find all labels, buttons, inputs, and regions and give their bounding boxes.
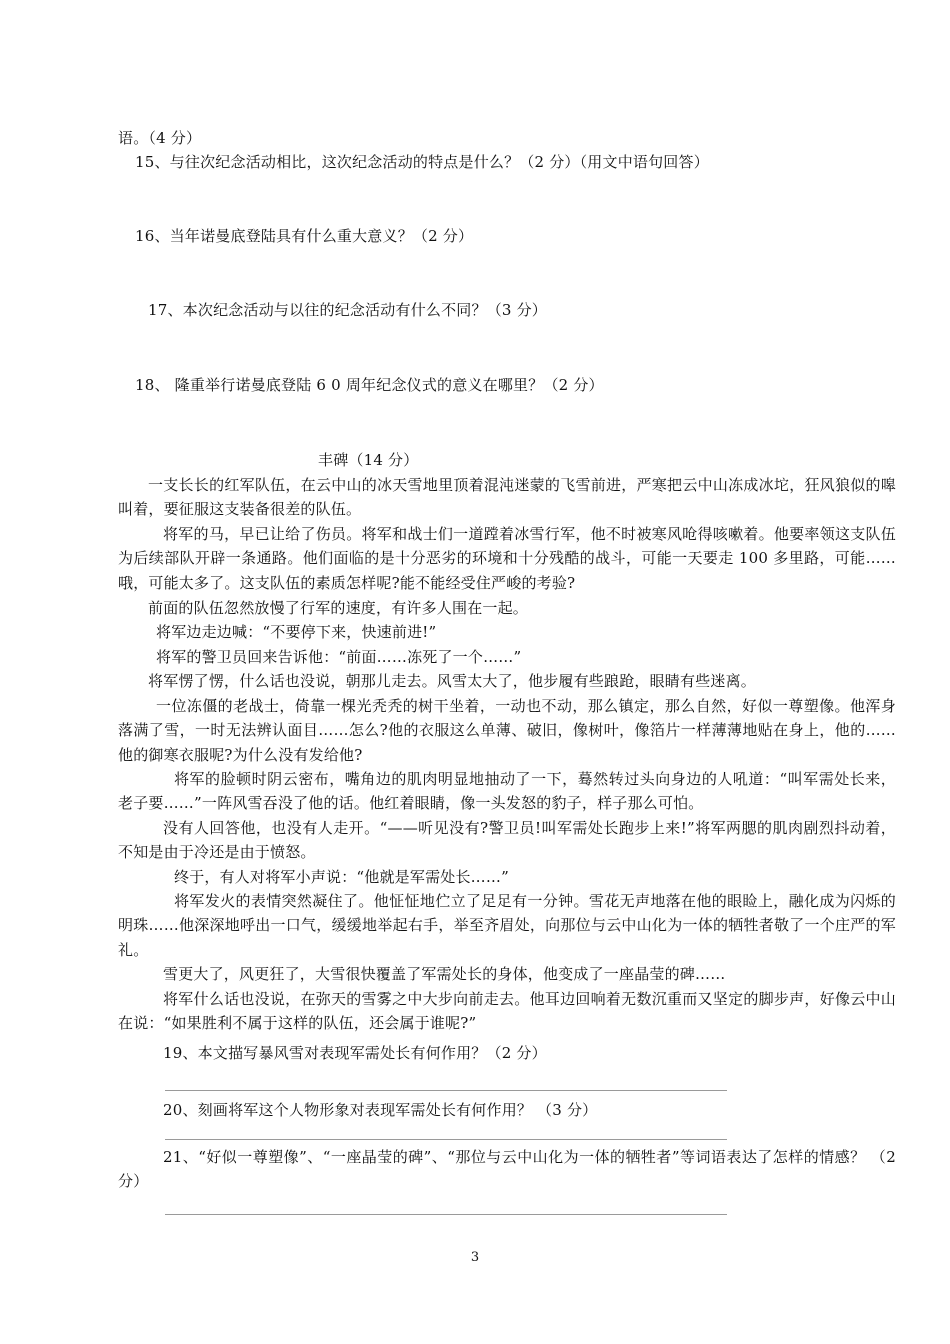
carry-over-line: 语。（4 分）	[118, 129, 202, 147]
question-19: 19、本文描写暴风雪对表现军需处长有何作用？（2 分）	[163, 1044, 547, 1062]
article-paragraph: 将军的马，早已让给了伤员。将军和战士们一道蹚着冰雪行军，他不时被寒风呛得咳嗽着。他要率领这支队伍为后续部队开辟一条通路。他们面临的是十分恶劣的环境和十分残酷的战斗，可能一天要走 100 多里路，可能……哦，可能太多了。这支队伍的素质怎样呢?能不能经受住严峻的考验?	[118, 525, 896, 592]
page-number: 3	[470, 1250, 480, 1265]
question-16: 16、当年诺曼底登陆具有什么重大意义？（2 分）	[135, 227, 474, 245]
question-17: 17、本次纪念活动与以往的纪念活动有什么不同？（3 分）	[148, 301, 548, 319]
article-paragraph: 一支长长的红军队伍，在云中山的冰天雪地里顶着混沌迷蒙的飞雪前进，严寒把云中山冻成冰坨，狂风狼似的嗥叫着，要征服这支装备很差的队伍。	[118, 476, 896, 519]
question-18: 18、 隆重举行诺曼底登陆 6 0 周年纪念仪式的意义在哪里？（2 分）	[135, 376, 604, 394]
article-paragraph: 雪更大了，风更狂了，大雪很快覆盖了军需处长的身体，他变成了一座晶莹的碑……	[163, 965, 726, 983]
article-paragraph: 终于，有人对将军小声说：“他就是军需处长……”	[174, 868, 509, 886]
article-paragraph: 没有人回答他，也没有人走开。“——听见没有?警卫员!叫军需处长跑步上来!”将军两腮的肌肉剧烈抖动着，不知是由于冷还是由于愤怒。	[118, 819, 896, 862]
answer-line	[165, 1214, 727, 1215]
article-paragraph: 将军的警卫员回来告诉他：“前面……冻死了一个……”	[156, 648, 522, 666]
article-paragraph: 一位冻僵的老战士，倚靠一棵光秃秃的树干坐着，一动也不动，那么镇定，那么自然，好似一尊塑像。他浑身落满了雪，一时无法辨认面目……怎么?他的衣服这么单薄、破旧，像树叶，像箔片一样薄薄地贴在身上，他的……他的御寒衣服呢?为什么没有发给他?	[118, 697, 896, 764]
article-paragraph: 将军愣了愣，什么话也没说，朝那儿走去。风雪太大了，他步履有些踉跄，眼睛有些迷离。	[148, 672, 757, 690]
question-21: 21、“好似一尊塑像”、“一座晶莹的碑”、“那位与云中山化为一体的牺牲者”等词语表达了怎样的情感？ （2 分）	[118, 1148, 896, 1191]
article-paragraph: 将军边走边喊：“不要停下来，快速前进!”	[156, 623, 437, 641]
article-paragraph: 将军什么话也没说，在弥天的雪雾之中大步向前走去。他耳边回响着无数沉重而又坚定的脚步声，好像云中山在说：“如果胜利不属于这样的队伍，还会属于谁呢?”	[118, 990, 896, 1033]
article-paragraph: 前面的队伍忽然放慢了行军的速度，有许多人围在一起。	[148, 599, 529, 617]
article-paragraph: 将军发火的表情突然凝住了。他怔怔地伫立了足足有一分钟。雪花无声地落在他的眼睑上，融化成为闪烁的明珠……他深深地呼出一口气，缓缓地举起右手，举至齐眉处，向那位与云中山化为一体的牺牲者敬了一个庄严的军礼。	[118, 892, 896, 959]
answer-line	[165, 1090, 727, 1091]
answer-line	[165, 1139, 727, 1140]
question-15: 15、与往次纪念活动相比，这次纪念活动的特点是什么？（2 分）（用文中语句回答）	[135, 153, 709, 171]
article-title: 丰碑（14 分）	[318, 451, 419, 469]
article-paragraph: 将军的脸顿时阴云密布，嘴角边的肌肉明显地抽动了一下，蓦然转过头向身边的人吼道：“叫军需处长来，老子要……”一阵风雪吞没了他的话。他红着眼睛，像一头发怒的豹子，样子那么可怕。	[118, 770, 896, 813]
question-20: 20、刻画将军这个人物形象对表现军需处长有何作用？ （3 分）	[163, 1101, 598, 1119]
